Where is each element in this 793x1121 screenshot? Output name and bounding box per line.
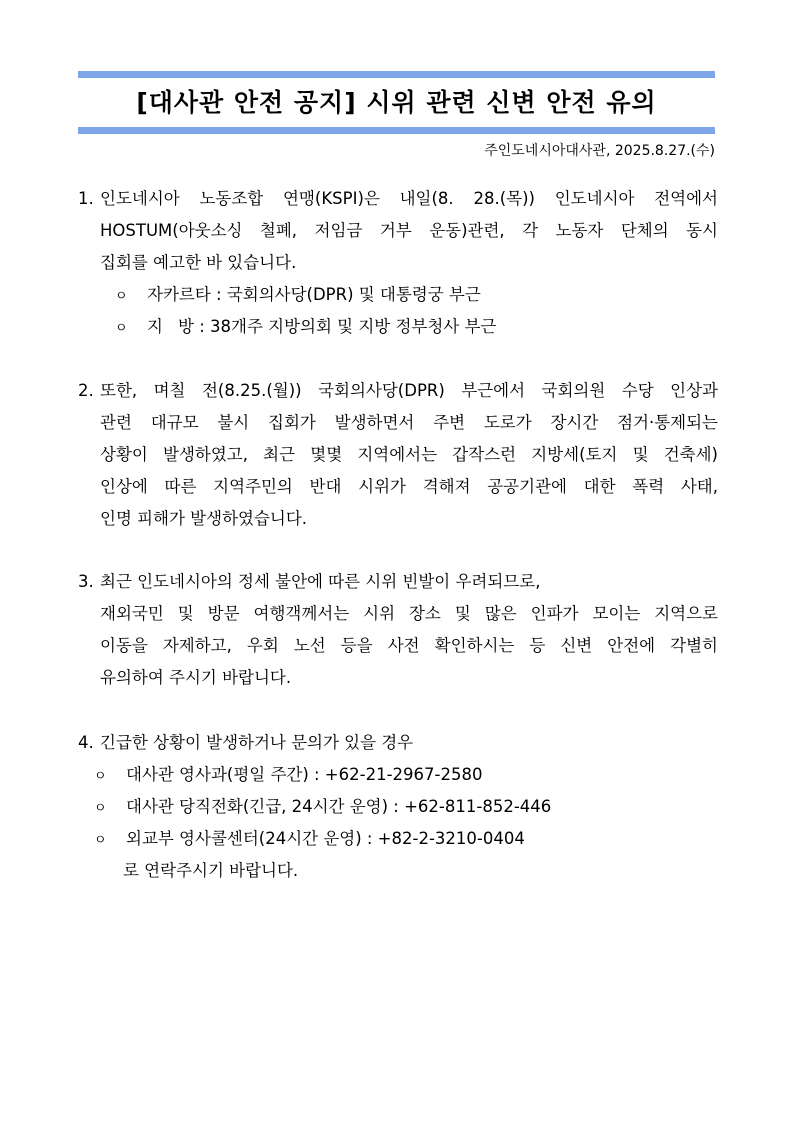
section-1-line-1: 1. 인도네시아 노동조합 연맹(KSPI)은 내일(8. 28.(목)) 인도네시아 전역에서 bbox=[78, 183, 718, 215]
section-3-line-3: 이동을 자제하고, 우회 노선 등을 사전 확인하시는 등 신변 안전에 각별히 bbox=[100, 636, 718, 655]
bullet-mark: ㅇ bbox=[115, 289, 128, 304]
section-number: 1. bbox=[78, 189, 94, 208]
section-2-line-2: 관련 대규모 불시 집회가 발생하면서 주변 도로가 장시간 점거·통제되는 bbox=[100, 413, 718, 432]
section-number: 4. bbox=[78, 733, 94, 752]
bullet-item: ㅇ 지 방 : 38개주 지방의회 및 지방 정부청사 부근 bbox=[78, 311, 718, 343]
section-2-line-1: 2. 또한, 며칠 전(8.25.(월)) 국회의사당(DPR) 부근에서 국회의원 수당 인상과 bbox=[78, 375, 718, 407]
notice-title: [대사관 안전 공지] 시위 관련 신변 안전 유의 bbox=[136, 88, 657, 117]
section-3 bbox=[78, 566, 718, 694]
bullet-mark: ㅇ bbox=[94, 769, 107, 784]
title-bottom-rule bbox=[78, 127, 715, 134]
section-1-line-3: 집회를 예고한 바 있습니다. bbox=[100, 253, 297, 272]
issuer-date: 주인도네시아대사관, 2025.8.27.(수) bbox=[484, 143, 715, 159]
closing-line: 로 연락주시기 바랍니다. bbox=[123, 861, 299, 880]
section-number: 3. bbox=[78, 572, 94, 591]
contact-item: ㅇ 외교부 영사콜센터(24시간 운영) : +82-2-3210-0404 bbox=[78, 823, 718, 855]
section-3-line-2: 재외국민 및 방문 여행객께서는 시위 장소 및 많은 인파가 모이는 지역으로 bbox=[100, 604, 718, 623]
section-3-line-4: 유의하여 주시기 바랍니다. bbox=[100, 668, 292, 687]
bullet-item: ㅇ 자카르타 : 국회의사당(DPR) 및 대통령궁 부근 bbox=[78, 279, 718, 311]
section-4-intro: 4. 긴급한 상황이 발생하거나 문의가 있을 경우 bbox=[78, 727, 718, 759]
bullet-label: 자카르타 bbox=[147, 285, 211, 304]
section-2-line-3: 상황이 발생하였고, 최근 몇몇 지역에서는 갑작스런 지방세(토지 및 건축세) bbox=[100, 445, 718, 464]
section-2 bbox=[78, 375, 718, 535]
section-2-line-4: 인상에 따른 지역주민의 반대 시위가 격해져 공공기관에 대한 폭력 사태, bbox=[100, 477, 718, 496]
bullet-mark: ㅇ bbox=[94, 801, 107, 816]
bullet-mark: ㅇ bbox=[115, 321, 128, 336]
section-4 bbox=[78, 727, 718, 887]
contact-item: ㅇ 대사관 당직전화(긴급, 24시간 운영) : +62-811-852-446 bbox=[78, 791, 718, 823]
contact-item: ㅇ 대사관 영사과(평일 주간) : +62-21-2967-2580 bbox=[78, 759, 718, 791]
bullet-mark: ㅇ bbox=[94, 833, 107, 848]
section-number: 2. bbox=[78, 381, 94, 400]
section-2-line-5: 인명 피해가 발생하였습니다. bbox=[100, 509, 308, 528]
section-1-line-2: HOSTUM(아웃소싱 철폐, 저임금 거부 운동)관련, 각 노동자 단체의 동시 bbox=[100, 221, 718, 240]
section-3-line-1: 3. 최근 인도네시아의 정세 불안에 따른 시위 빈발이 우려되므로, bbox=[78, 566, 718, 598]
section-1 bbox=[78, 183, 718, 343]
bullet-label: 지 방 bbox=[147, 317, 194, 336]
title-top-rule bbox=[78, 71, 715, 78]
